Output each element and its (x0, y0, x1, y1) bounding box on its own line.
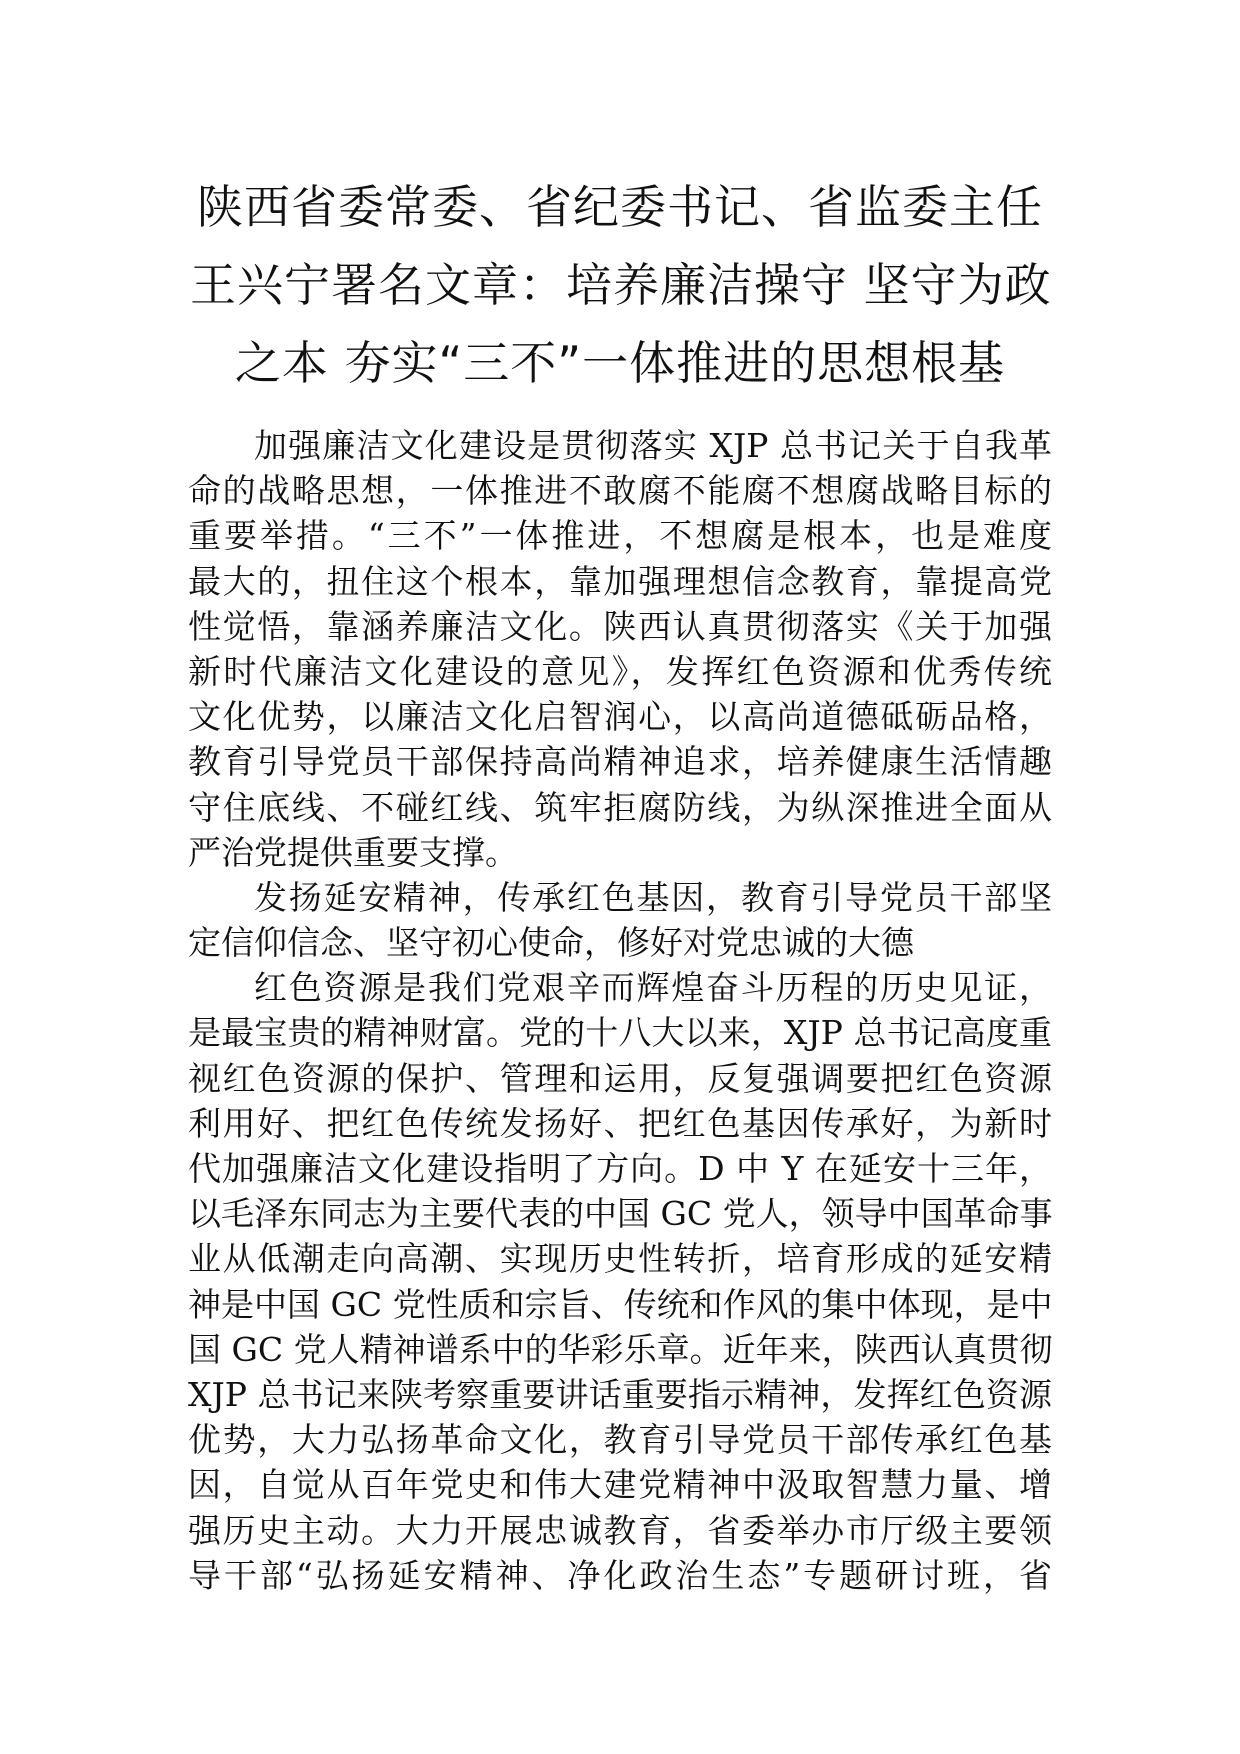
body-line: XJP 总书记来陕考察重要讲话重要指示精神，发挥红色资源 (188, 1374, 1052, 1414)
title-line: 之本 夯实“三不”一体推进的思想根基 (234, 336, 1006, 390)
body-line: 严治党提供重要支撑。 (188, 832, 518, 872)
body-line: 新时代廉洁文化建设的意见》，发挥红色资源和优秀传统 (188, 651, 1052, 691)
body-line: 定信仰信念、坚守初心使命，修好对党忠诚的大德 (188, 923, 914, 963)
paragraph-intro (188, 423, 1052, 875)
body-line: 视红色资源的保护、管理和运用，反复强调要把红色资源 (188, 1058, 1052, 1098)
section-heading-yanan-spirit (188, 875, 1052, 965)
body-line: 重要举措。“三不”一体推进，不想腐是根本，也是难度 (188, 516, 1052, 556)
article-body (188, 423, 1052, 1598)
article-title (190, 168, 1050, 402)
body-line: 导干部“弘扬延安精神、净化政治生态”专题研讨班，省 (188, 1555, 1052, 1595)
body-line: 神是中国 GC 党性质和宗旨、传统和作风的集中体现，是中 (188, 1284, 1053, 1324)
body-line: 加强廉洁文化建设是贯彻落实 XJP 总书记关于自我革 (254, 426, 1052, 465)
body-line: 红色资源是我们党艰辛而辉煌奋斗历程的历史见证， (254, 968, 1052, 1008)
body-line: 国 GC 党人精神谱系中的华彩乐章。近年来，陕西认真贯彻 (188, 1329, 1053, 1369)
title-line: 王兴宁署名文章：培养廉洁操守 坚守为政 (190, 258, 1052, 312)
body-line: 文化优势，以廉洁文化启智润心，以高尚道德砥砺品格， (188, 697, 1052, 737)
body-line: 因，自觉从百年党史和伟大建党精神中汲取智慧力量、增 (188, 1465, 1052, 1505)
body-line: 利用好、把红色传统发扬好、把红色基因传承好，为新时 (188, 1103, 1052, 1143)
body-line: 优势，大力弘扬革命文化，教育引导党员干部传承红色基 (188, 1420, 1052, 1460)
body-line: 是最宝贵的精神财富。党的十八大以来，XJP 总书记高度重 (188, 1013, 1052, 1053)
body-line: 以毛泽东同志为主要代表的中国 GC 党人，领导中国革命事 (188, 1194, 1053, 1234)
body-line: 业从低潮走向高潮、实现历史性转折，培育形成的延安精 (188, 1239, 1052, 1279)
paragraph-red-resources (188, 965, 1052, 1598)
body-line: 强历史主动。大力开展忠诚教育，省委举办市厅级主要领 (188, 1510, 1052, 1550)
body-line: 最大的，扭住这个根本，靠加强理想信念教育，靠提高党 (188, 561, 1052, 601)
body-line: 教育引导党员干部保持高尚精神追求，培养健康生活情趣 (188, 742, 1052, 782)
body-line: 代加强廉洁文化建设指明了方向。D 中 Y 在延安十三年， (188, 1149, 1052, 1188)
title-line: 陕西省委常委、省纪委书记、省监委主任 (197, 180, 1043, 234)
body-line: 命的战略思想，一体推进不敢腐不能腐不想腐战略目标的 (188, 471, 1052, 511)
body-line: 性觉悟，靠涵养廉洁文化。陕西认真贯彻落实《关于加强 (188, 606, 1052, 646)
body-line: 守住底线、不碰红线、筑牢拒腐防线，为纵深推进全面从 (188, 787, 1052, 827)
body-line: 发扬延安精神，传承红色基因，教育引导党员干部坚 (254, 877, 1052, 917)
